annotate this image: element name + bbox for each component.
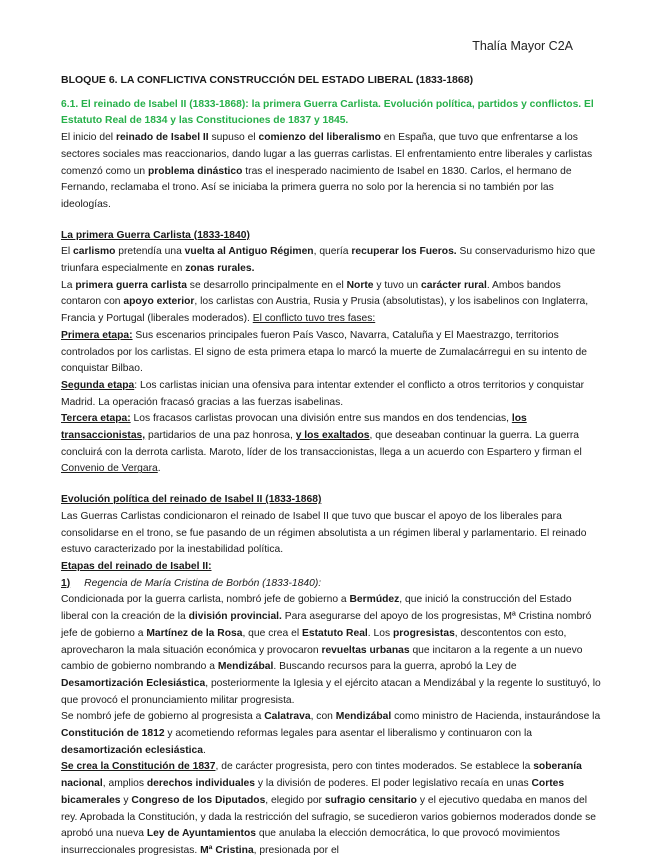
section-subtitle: 6.1. El reinado de Isabel II (1833-1868): la primera Guerra Carlista. Evolución política, partidos y conflictos. El Estatuto Real de 1834 y las Constituciones de 1837 y 1845.	[61, 98, 594, 127]
intro-paragraph: El inicio del reinado de Isabel II supuso el comienzo del liberalismo en España, que tuvo que enfrentarse a los sectores sociales mas reaccionarios, dando lugar a las guerras carlistas. El enfrentamiento entre liberales y carlistas comenzó como un problema dinástico tras el inesperado nacimiento de Isabel en 1830. Carlos, el hermano de Fernando, reclamaba el trono. Así se iniciaba la primera guerra no solo por la herencia si no también por las ideologías.	[61, 132, 593, 210]
guerra-heading: La primera Guerra Carlista (1833-1840)	[61, 229, 250, 241]
bloque-title: BLOQUE 6. LA CONFLICTIVA CONSTRUCCIÓN DEL ESTADO LIBERAL (1833-1868)	[61, 74, 474, 86]
guerra-paragraph-carlismo: El carlismo pretendía una vuelta al Antiguo Régimen, quería recuperar los Fueros. Su conservadurismo hizo que triunfara especialmente en zonas rurales.	[61, 246, 596, 275]
evolucion-paragraph: Las Guerras Carlistas condicionaron el reinado de Isabel II que tuvo que buscar el apoyo de los liberales para consolidarse en el trono, se fue pasando de un régimen absolutista a un régimen liberal y parlamentario. El reinado estuvo caracterizado por la inestabilidad política.	[61, 510, 587, 556]
regencia-paragraph: Condicionada por la guerra carlista, nombró jefe de gobierno a Bermúdez, que inició la construcción del Estado liberal con la creación de la división provincial. Para asegurarse del apoyo de los progresistas, Mª Cristina nombró jefe de gobierno a Martínez de la Rosa, que crea el Estatuto Real. Los progresistas, descontentos con esto, aprovecharon la mala situación económica y provocaron revueltas urbanas que incitaron a la regente a un nuevo cambio de gobierno nombrando a Mendizábal. Buscando recursos para la guerra, aprobó la Ley de Desamortización Eclesiástica, posteriormente la Iglesia y el ejército atacan a Mendizábal y la regente lo sustituyó, lo que provocó el pronunciamiento militar progresista.	[61, 594, 601, 706]
constitucion-1837-paragraph: Se crea la Constitución de 1837, de carácter progresista, pero con tintes moderados. Se establece la soberanía nacional, amplios derechos individuales y la división de poderes. El poder legislativo recaía en unas Cortes bicamerales y Congreso de los Diputados, elegido por sufragio censitario y el ejecutivo quedaba en manos del rey. Aprobada la Constitución, y dada la restricción del sufragio, se sucedieron varios gobiernos moderados donde se aprobó una nueva Ley de Ayuntamientos que anulaba la elección democrática, lo que provocó movimientos insurreccionales progresistas. Mª Cristina, presionada por el	[61, 761, 596, 856]
document-body	[61, 72, 601, 860]
author-name: Thalía Mayor C2A	[472, 39, 573, 53]
spacer	[61, 478, 601, 492]
evolucion-heading: Evolución política del reinado de Isabel II (1833-1868)	[61, 494, 322, 506]
segunda-etapa-paragraph: Segunda etapa: Los carlistas inician una ofensiva para intentar extender el conflicto a otros territorios y conquistar Madrid. La operación fracasó gracias a las fuerzas isabelinas.	[61, 379, 585, 408]
spacer	[61, 214, 601, 228]
primera-etapa-paragraph: Primera etapa: Sus escenarios principales fueron País Vasco, Navarra, Cataluña y El Maestrazgo, territorios controlados por los carlistas. El signo de esta primera etapa lo marcó la muerte de Zumalacárregui en su intento de conquistar Bilbao.	[61, 329, 587, 375]
calatrava-paragraph: Se nombró jefe de gobierno al progresista a Calatrava, con Mendizábal como ministro de Hacienda, instaurándose la Constitución de 1812 y acometiendo reformas legales para asentar el liberalismo y continuaron con la desamortización eclesiástica.	[61, 711, 601, 756]
guerra-paragraph-desarrollo: La primera guerra carlista se desarrollo principalmente en el Norte y tuvo un carácter rural. Ambos bandos contaron con apoyo exterior, los carlistas con Austria, Rusia y Prusia (absolutistas), y los isabelinos con Inglaterra, Francia y Portugal (liberales moderados). El conflicto tuvo tres fases:	[61, 279, 589, 325]
etapas-heading: Etapas del reinado de Isabel II:	[61, 560, 212, 572]
tercera-etapa-paragraph: Tercera etapa: Los fracasos carlistas provocan una división entre sus mandos en dos tendencias, los transaccionistas, partidarios de una paz honrosa, y los exaltados, que deseaban continuar la guerra. La guerra concluirá con la derrota carlista. Maroto, líder de los transaccionistas, llega a un acuerdo con Espartero y firman el Convenio de Vergara.	[61, 413, 582, 475]
regencia-heading: 1) Regencia de María Cristina de Borbón (1833-1840):	[61, 577, 322, 589]
